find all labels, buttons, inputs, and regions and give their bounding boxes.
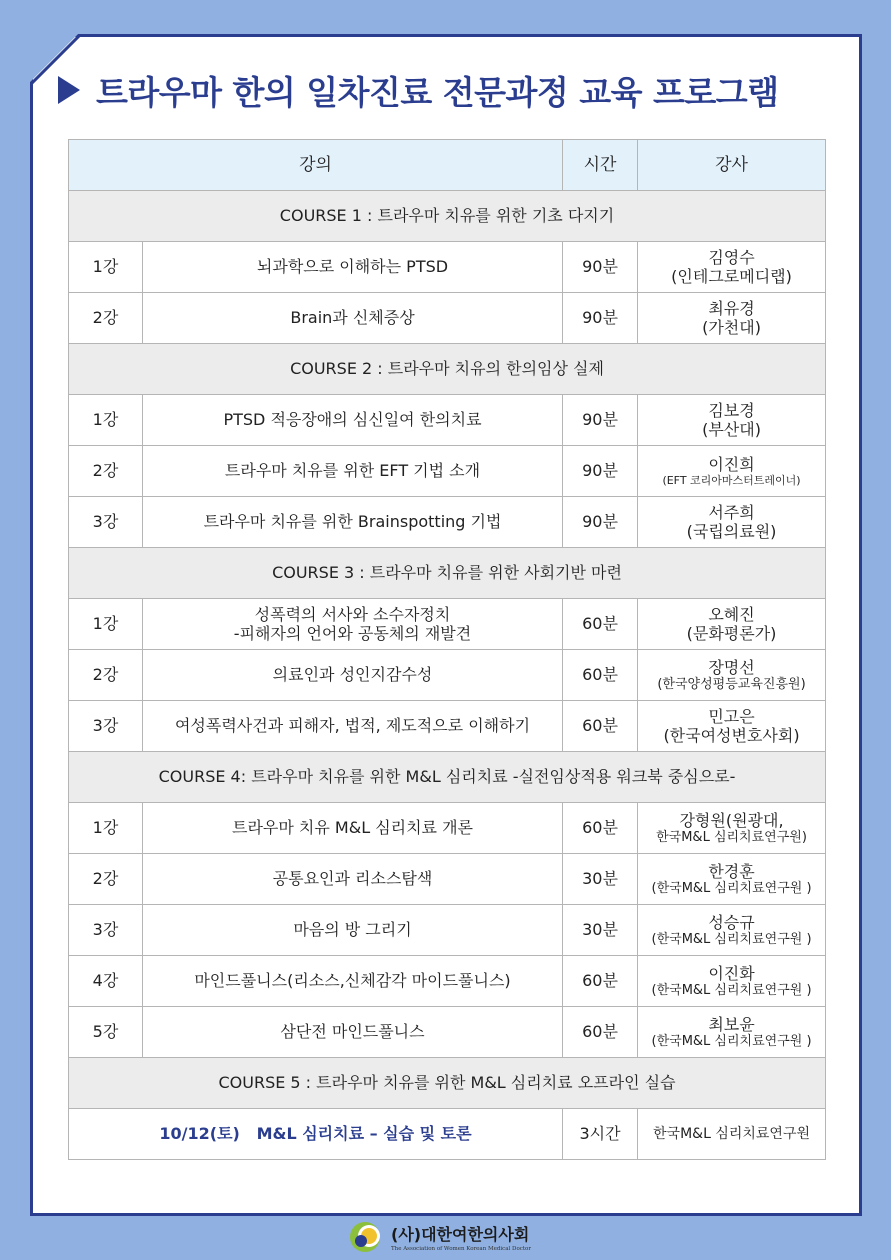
lecture-row: [69, 854, 826, 905]
lecture-row: [69, 956, 826, 1007]
lecture-instructor: [638, 242, 826, 293]
instructor-name: 강형원(원광대,: [679, 810, 784, 830]
lecture-time: 90분: [563, 242, 638, 293]
lecture-time: 60분: [563, 1007, 638, 1058]
course-row: [69, 191, 826, 242]
lecture-number: 2강: [69, 446, 143, 497]
association-logo-icon: [345, 1219, 385, 1255]
play-arrow-icon: [58, 76, 80, 104]
instructor-name: 오혜진: [708, 604, 755, 624]
header-lecture: 강의: [69, 140, 563, 191]
instructor-affiliation: (국립의료원): [686, 522, 777, 541]
course-row: [69, 344, 826, 395]
course-title: COURSE 3 : 트라우마 치유를 위한 사회기반 마련: [69, 548, 826, 599]
instructor-name: 서주희: [708, 502, 755, 522]
instructor-affiliation: (가천대): [702, 318, 761, 337]
lecture-number: 1강: [69, 803, 143, 854]
lecture-title: 트라우마 치유를 위한 Brainspotting 기법: [143, 497, 563, 548]
lecture-row: [69, 395, 826, 446]
instructor-name: 성승규: [708, 912, 755, 932]
lecture-number: 4강: [69, 956, 143, 1007]
organization-name: (사)대한여한의사회: [391, 1225, 530, 1244]
instructor-affiliation: (한국M&L 심리치료연구원 ): [651, 982, 812, 998]
instructor-affiliation: (인테그로메디랩): [671, 267, 792, 286]
lecture-number: 2강: [69, 650, 143, 701]
lecture-time: 60분: [563, 650, 638, 701]
lecture-time: 60분: [563, 956, 638, 1007]
lecture-row: [69, 1007, 826, 1058]
lecture-instructor: [638, 956, 826, 1007]
instructor-name: 최보윤: [708, 1014, 755, 1034]
lecture-instructor: [638, 905, 826, 956]
instructor-affiliation: (문화평론가): [686, 624, 777, 643]
lecture-instructor: [638, 650, 826, 701]
lecture-number: 5강: [69, 1007, 143, 1058]
lecture-time: 30분: [563, 854, 638, 905]
lecture-row: [69, 446, 826, 497]
lecture-instructor: [638, 1007, 826, 1058]
lecture-time: 60분: [563, 803, 638, 854]
lecture-row: [69, 497, 826, 548]
lecture-title: 트라우마 치유를 위한 EFT 기법 소개: [143, 446, 563, 497]
practicum-row: [69, 1109, 826, 1160]
lecture-time: 60분: [563, 599, 638, 650]
course-title: COURSE 4: 트라우마 치유를 위한 M&L 심리치료 -실전임상적용 워크북 중심으로-: [69, 752, 826, 803]
lecture-number: 1강: [69, 242, 143, 293]
lecture-time: 90분: [563, 446, 638, 497]
instructor-affiliation: (EFT 코리아마스터트레이너): [662, 474, 801, 487]
header-time: 시간: [563, 140, 638, 191]
lecture-time: 90분: [563, 497, 638, 548]
lecture-time: 60분: [563, 701, 638, 752]
instructor-name: 최유경: [708, 298, 755, 318]
lecture-row: [69, 599, 826, 650]
lecture-instructor: [638, 395, 826, 446]
lecture-number: 3강: [69, 701, 143, 752]
lecture-instructor: [638, 803, 826, 854]
page-title-row: [58, 68, 779, 112]
lecture-row: [69, 701, 826, 752]
lecture-number: 3강: [69, 497, 143, 548]
lecture-title: 공통요인과 리소스탐색: [143, 854, 563, 905]
lecture-instructor: [638, 854, 826, 905]
instructor-name: 한경훈: [708, 861, 755, 881]
instructor-name: 장명선: [708, 657, 755, 677]
course-title: COURSE 2 : 트라우마 치유의 한의임상 실제: [69, 344, 826, 395]
lecture-time: 90분: [563, 395, 638, 446]
practicum-instructor: 한국M&L 심리치료연구원: [638, 1109, 826, 1160]
lecture-row: [69, 242, 826, 293]
instructor-affiliation: (한국양성평등교육진흥원): [657, 676, 806, 692]
footer-logo-block: [345, 1217, 565, 1257]
lecture-time: 90분: [563, 293, 638, 344]
course-title: COURSE 5 : 트라우마 치유를 위한 M&L 심리치료 오프라인 실습: [69, 1058, 826, 1109]
instructor-name: 민고은: [708, 706, 755, 726]
course-row: [69, 1058, 826, 1109]
course-row: [69, 548, 826, 599]
table-header-row: [69, 140, 826, 191]
instructor-name: 김보경: [708, 400, 755, 420]
lecture-number: 1강: [69, 599, 143, 650]
lecture-number: 2강: [69, 293, 143, 344]
lecture-subtitle-line: -피해자의 언어와 공동체의 재발견: [233, 624, 472, 643]
lecture-title: PTSD 적응장애의 심신일여 한의치료: [143, 395, 563, 446]
program-table: [68, 139, 826, 1160]
lecture-instructor: [638, 599, 826, 650]
lecture-time: 30분: [563, 905, 638, 956]
instructor-name: 이진화: [708, 963, 755, 983]
lecture-number: 3강: [69, 905, 143, 956]
footer-text: [391, 1222, 531, 1252]
lecture-number: 2강: [69, 854, 143, 905]
lecture-instructor: [638, 446, 826, 497]
lecture-row: [69, 650, 826, 701]
lecture-title: 마인드풀니스(리소스,신체감각 마이드풀니스): [143, 956, 563, 1007]
lecture-title: 삼단전 마인드풀니스: [143, 1007, 563, 1058]
instructor-name: 김영수: [708, 247, 755, 267]
lecture-title: 의료인과 성인지감수성: [143, 650, 563, 701]
lecture-row: [69, 293, 826, 344]
practicum-title: 10/12(토) M&L 심리치료 – 실습 및 토론: [69, 1109, 563, 1160]
lecture-row: [69, 803, 826, 854]
lecture-number: 1강: [69, 395, 143, 446]
lecture-title: 뇌과학으로 이해하는 PTSD: [143, 242, 563, 293]
lecture-title-line: 성폭력의 서사와 소수자정치: [254, 604, 451, 624]
lecture-instructor: [638, 497, 826, 548]
header-instructor: 강사: [638, 140, 826, 191]
instructor-name: 이진희: [708, 454, 755, 474]
instructor-affiliation: (한국여성변호사회): [663, 726, 800, 745]
lecture-row: [69, 905, 826, 956]
instructor-affiliation: (한국M&L 심리치료연구원 ): [651, 1033, 812, 1049]
lecture-title: 트라우마 치유 M&L 심리치료 개론: [143, 803, 563, 854]
organization-name-english: The Association of Women Korean Medical Doctor: [391, 1246, 531, 1252]
course-row: [69, 752, 826, 803]
instructor-affiliation: (부산대): [702, 420, 761, 439]
course-title: COURSE 1 : 트라우마 치유를 위한 기초 다지기: [69, 191, 826, 242]
lecture-instructor: [638, 701, 826, 752]
instructor-affiliation: (한국M&L 심리치료연구원 ): [651, 880, 812, 896]
instructor-affiliation: (한국M&L 심리치료연구원 ): [651, 931, 812, 947]
lecture-instructor: [638, 293, 826, 344]
page-title: 트라우마 한의 일차진료 전문과정 교육 프로그램: [96, 72, 779, 112]
lecture-title: Brain과 신체증상: [143, 293, 563, 344]
lecture-title: 마음의 방 그리기: [143, 905, 563, 956]
practicum-time: 3시간: [563, 1109, 638, 1160]
lecture-title: 여성폭력사건과 피해자, 법적, 제도적으로 이해하기: [143, 701, 563, 752]
lecture-title: [143, 599, 563, 650]
instructor-affiliation: 한국M&L 심리치료연구원): [656, 829, 807, 845]
